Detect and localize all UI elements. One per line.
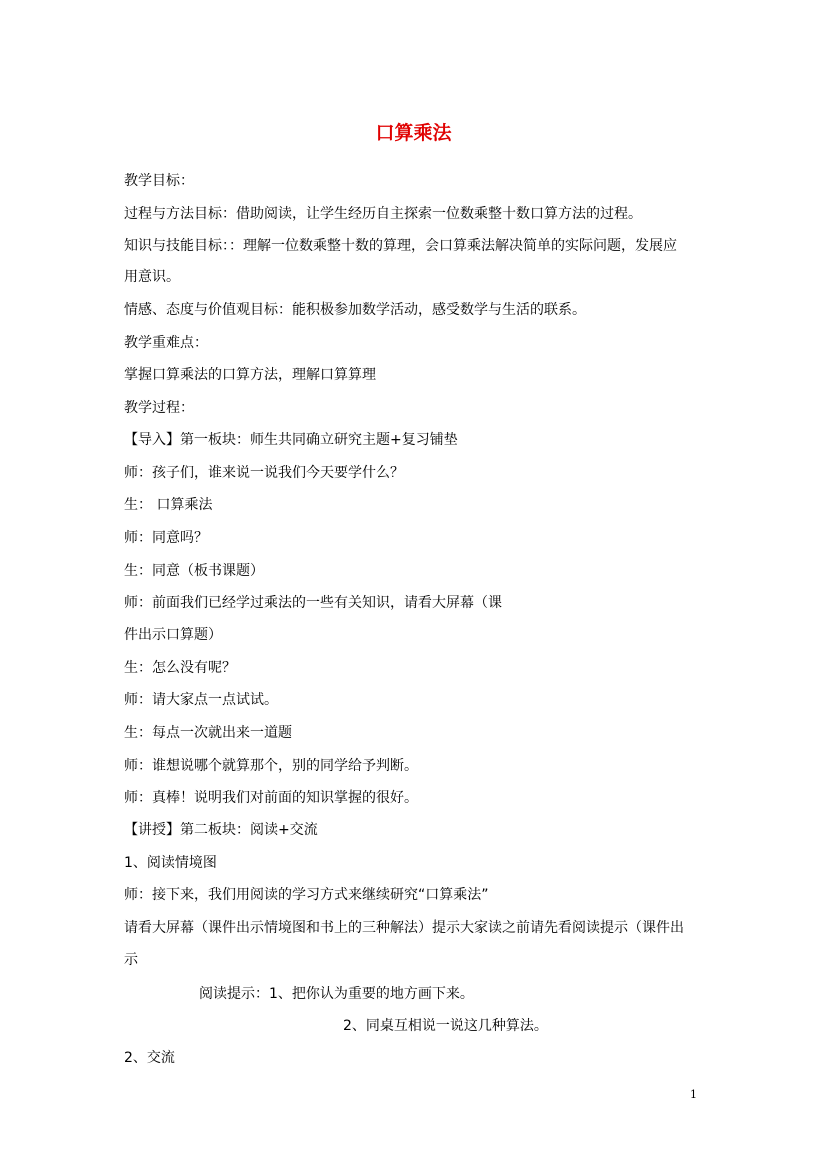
- text-line-dialogue: 师：请大家点一点试试。: [124, 692, 278, 708]
- text-line-emotion-goal: 情感、态度与价值观目标：能积极参加数学活动，感受数学与生活的联系。: [124, 302, 586, 318]
- text-line-dialogue: 师：同意吗？: [124, 530, 208, 546]
- text-line-intro-section: 【导入】第一板块：师生共同确立研究主题+复习铺垫: [124, 432, 458, 448]
- document-title: 口算乘法: [375, 122, 452, 144]
- text-line-process-goal: 过程与方法目标：借助阅读，让学生经历自主探索一位数乘整十数口算方法的过程。: [124, 206, 642, 222]
- text-line-dialogue: 生：同意（板书课题）: [124, 563, 264, 579]
- text-line-instruction: 请看大屏幕（课件出示情境图和书上的三种解法）提示大家读之前请先看阅读提示（课件出: [124, 920, 684, 936]
- text-line-dialogue: 生：怎么没有呢？: [124, 660, 236, 676]
- text-line-dialogue: 师：接下来，我们用阅读的学习方式来继续研究“口算乘法”: [124, 887, 489, 903]
- text-line-dialogue: 师：前面我们已经学过乘法的一些有关知识，请看大屏幕（课: [124, 595, 502, 611]
- text-line-reading-tip-1: 阅读提示：1、把你认为重要的地方画下来。: [199, 986, 474, 1002]
- text-line-dialogue: 生： 口算乘法: [124, 497, 213, 513]
- text-line-dialogue: 师：孩子们，谁来说一说我们今天要学什么？: [124, 465, 404, 481]
- text-line-step-1: 1、阅读情境图: [124, 855, 217, 871]
- page-number: 1: [690, 1088, 697, 1101]
- text-line-dialogue: 师：真棒！说明我们对前面的知识掌握的很好。: [124, 790, 418, 806]
- text-line-dialogue: 师：谁想说哪个就算那个，别的同学给予判断。: [124, 758, 418, 774]
- text-line-reading-tip-2: 2、同桌互相说一说这几种算法。: [343, 1018, 548, 1034]
- text-line-dialogue: 生：每点一次就出来一道题: [124, 725, 292, 741]
- text-line-knowledge-goal-cont: 用意识。: [124, 269, 180, 285]
- text-line-key-points: 掌握口算乘法的口算方法，理解口算算理: [124, 367, 376, 383]
- text-line-process-heading: 教学过程：: [124, 400, 194, 416]
- text-line-dialogue-cont: 件出示口算题）: [124, 627, 222, 643]
- text-line-instruction-cont: 示: [124, 952, 138, 968]
- text-line-lecture-section: 【讲授】第二板块：阅读+交流: [124, 822, 318, 838]
- text-line-step-2: 2、交流: [124, 1050, 175, 1066]
- text-line-teaching-goals: 教学目标：: [124, 173, 194, 189]
- text-line-knowledge-goal: 知识与技能目标：：理解一位数乘整十数的算理，会口算乘法解决简单的实际问题，发展应: [124, 238, 677, 254]
- text-line-key-points-heading: 教学重难点：: [124, 335, 208, 351]
